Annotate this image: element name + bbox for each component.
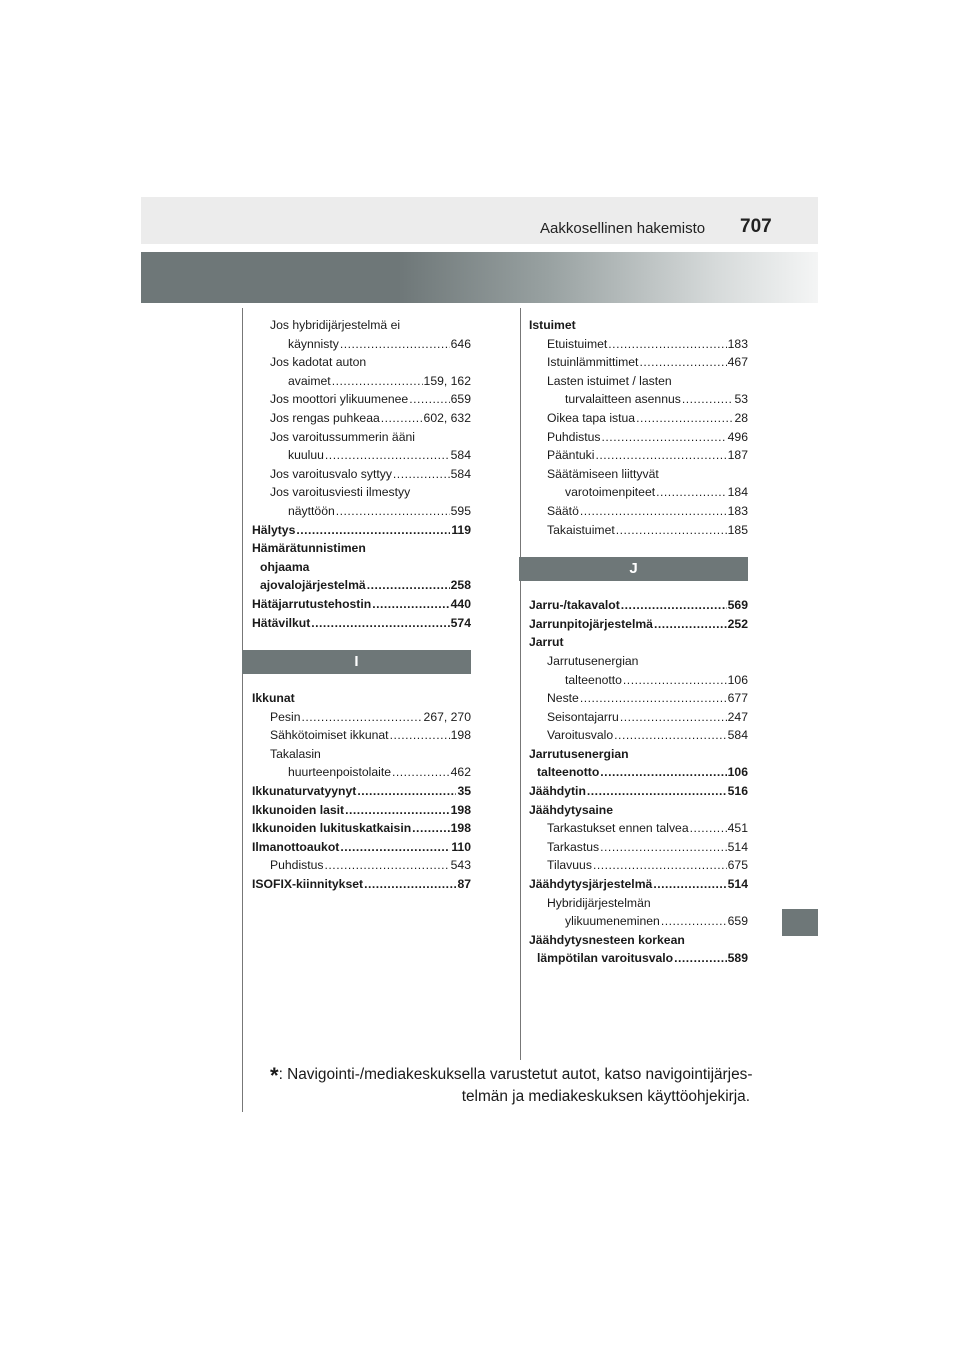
index-entry-label: Oikea tapa istua	[547, 410, 636, 425]
index-entry-page: 496	[727, 429, 748, 444]
leader-dots	[623, 671, 727, 690]
index-entry-page: 451	[727, 821, 748, 836]
index-entry-page: 514	[727, 877, 748, 892]
index-entry-label: Tarkastus	[547, 839, 600, 854]
leader-dots	[325, 856, 450, 875]
index-entry-label: Varoitusvalo	[547, 728, 614, 743]
index-entry-label: Jos rengas puhkeaa	[270, 410, 380, 425]
index-entry	[529, 894, 748, 913]
leader-dots	[621, 596, 727, 615]
leader-dots	[296, 521, 450, 540]
index-entry-label: Takaistuimet	[547, 522, 615, 537]
index-entry-label: ohjaama	[260, 559, 310, 574]
index-entry-page: 258	[450, 578, 471, 593]
index-entry	[529, 949, 748, 968]
index-entry-label: avaimet	[288, 373, 331, 388]
index-entry-label: ISOFIX-kiinnitykset	[252, 877, 364, 892]
index-entry-label: Jäähdytysjärjestelmä	[529, 877, 653, 892]
index-entry	[529, 633, 748, 652]
index-entry	[252, 726, 471, 745]
index-entry-page: 543	[450, 858, 471, 873]
index-entry-label: talteenotto	[565, 672, 622, 687]
index-entry	[529, 335, 748, 354]
index-entry-page: 198	[450, 821, 471, 836]
index-entry-page: 595	[450, 503, 471, 518]
leader-dots	[593, 856, 727, 875]
index-column-right	[529, 316, 748, 968]
index-group	[252, 316, 471, 632]
index-entry	[252, 483, 471, 502]
leader-dots	[653, 875, 726, 894]
index-entry	[529, 912, 748, 931]
index-entry-label: Hybridijärjestelmän	[547, 895, 651, 910]
index-entry-page: 183	[727, 336, 748, 351]
index-entry-label: Etuistuimet	[547, 336, 608, 351]
index-entry-label: Jos moottori ylikuumenee	[270, 392, 409, 407]
leader-dots	[332, 372, 423, 391]
chapter-tab-marker	[782, 909, 818, 936]
index-entry-label: Takalasin	[270, 746, 321, 761]
index-entry-label: Jos kadotat auton	[270, 355, 367, 370]
index-entry	[252, 353, 471, 372]
index-entry	[252, 595, 471, 614]
index-entry-label: huurteenpoistolaite	[288, 765, 391, 780]
header-title: Aakkosellinen hakemisto	[540, 220, 706, 237]
index-entry	[252, 316, 471, 335]
index-entry-label: Ikkunoiden lasit	[252, 802, 345, 817]
index-entry-page: 185	[727, 522, 748, 537]
index-entry	[529, 596, 748, 615]
index-entry-page: 602, 632	[423, 410, 471, 425]
index-entry-label: Tilavuus	[547, 858, 592, 873]
leader-dots	[580, 689, 727, 708]
index-entry	[529, 446, 748, 465]
index-entry-label: Jos varoitussummerin ääni	[270, 429, 415, 444]
header-bar	[141, 197, 818, 244]
index-entry-page: 584	[727, 728, 748, 743]
leader-dots	[656, 483, 727, 502]
index-entry-label: Pääntuki	[547, 448, 595, 463]
index-entry-label: Puhdistus	[547, 429, 601, 444]
index-entry	[252, 838, 471, 857]
index-entry-label: Ilmanottoaukot	[252, 839, 340, 854]
leader-dots	[364, 875, 456, 894]
leader-dots	[393, 465, 450, 484]
index-entry	[252, 689, 471, 708]
footnote-text-1: : Navigointi-/mediakeskuksella varustetut autot, katso navigointijärjes-	[278, 1066, 753, 1083]
index-entry	[252, 372, 471, 391]
index-entry	[529, 353, 748, 372]
index-entry-label: Jarru-/takavalot	[529, 598, 620, 613]
index-entry	[252, 745, 471, 764]
footnote-line-2: telmän ja mediakeskuksen käyttöohjekirja.	[461, 1088, 750, 1105]
index-entry-label: Säätö	[547, 503, 579, 518]
leader-dots	[616, 521, 727, 540]
index-entry-label: Jarrutusenergian	[529, 746, 629, 761]
index-entry	[529, 316, 748, 335]
index-entry	[252, 539, 471, 558]
index-entry-label: lämpötilan varoitusvalo	[537, 951, 674, 966]
index-entry	[529, 652, 748, 671]
leader-dots	[302, 708, 423, 727]
leader-dots	[409, 390, 449, 409]
leader-dots	[340, 838, 450, 857]
leader-dots	[608, 335, 726, 354]
index-entry	[252, 558, 471, 577]
index-entry	[529, 428, 748, 447]
footnote-line-1	[270, 1063, 753, 1088]
index-entry	[529, 708, 748, 727]
leader-dots	[654, 615, 727, 634]
leader-dots	[614, 726, 726, 745]
index-entry-label: Hätäjarrutustehostin	[252, 596, 372, 611]
leader-dots	[381, 409, 423, 428]
header-gradient-band	[141, 252, 818, 303]
leader-dots	[390, 726, 450, 745]
index-entry-label: Jarrut	[529, 635, 564, 650]
index-entry-page: 659	[450, 392, 471, 407]
index-entry-label: Pesin	[270, 709, 301, 724]
index-entry-page: 584	[450, 466, 471, 481]
index-entry-page: 183	[727, 503, 748, 518]
index-entry	[252, 875, 471, 894]
index-entry-label: Tarkastukset ennen talvea	[547, 821, 689, 836]
index-entry-label: Istuimet	[529, 318, 576, 332]
index-entry-page: 106	[727, 765, 748, 780]
index-entry	[529, 856, 748, 875]
leader-dots	[357, 782, 456, 801]
leader-dots	[636, 409, 733, 428]
leader-dots	[367, 576, 450, 595]
leader-dots	[412, 819, 449, 838]
index-entry-label: Jarrutusenergian	[547, 653, 639, 668]
index-entry	[252, 502, 471, 521]
leader-dots	[600, 763, 726, 782]
leader-dots	[345, 801, 450, 820]
index-entry	[252, 614, 471, 633]
index-entry-page: 110	[451, 839, 471, 854]
leader-dots	[661, 912, 727, 931]
index-entry-page: 187	[727, 448, 748, 463]
index-entry-page: 677	[727, 691, 748, 706]
index-entry	[252, 763, 471, 782]
index-entry	[252, 782, 471, 801]
leader-dots	[674, 949, 727, 968]
index-entry-page: 675	[727, 858, 748, 873]
index-entry-label: ylikuumeneminen	[565, 914, 660, 929]
index-entry-page: 184	[727, 485, 748, 500]
leader-dots	[602, 428, 727, 447]
index-entry	[252, 409, 471, 428]
index-entry-page: 659	[727, 914, 748, 929]
index-entry	[529, 502, 748, 521]
index-entry-label: turvalaitteen asennus	[565, 392, 681, 407]
index-entry-label: Hämärätunnistimen	[252, 541, 366, 556]
index-entry	[252, 335, 471, 354]
index-entry	[529, 838, 748, 857]
index-entry-page: 252	[727, 616, 748, 631]
index-entry-page: 646	[450, 336, 471, 351]
index-entry-label: näyttöön	[288, 503, 335, 518]
leader-dots	[336, 502, 450, 521]
leader-dots	[392, 763, 450, 782]
index-entry	[252, 801, 471, 820]
index-entry	[529, 782, 748, 801]
section-letter-i: I	[242, 650, 471, 674]
index-entry-label: Seisontajarru	[547, 709, 619, 724]
index-entry	[529, 875, 748, 894]
index-entry-page: 574	[450, 615, 471, 630]
index-entry-label: varotoimenpiteet	[565, 485, 656, 500]
index-entry-label: Jarrunpitojärjestelmä	[529, 616, 653, 631]
index-entry-label: Ikkunat	[252, 691, 295, 706]
index-entry-page: 247	[727, 709, 748, 724]
index-entry-label: Puhdistus	[270, 858, 324, 873]
column-divider	[520, 308, 521, 1060]
leader-dots	[595, 446, 726, 465]
index-entry	[529, 763, 748, 782]
page-number: 707	[740, 216, 772, 237]
index-entry-label: Jäähdytin	[529, 784, 586, 799]
index-group	[529, 596, 748, 968]
index-entry-label: Ikkunoiden lukituskatkaisin	[252, 821, 412, 836]
index-entry-page: 516	[727, 784, 748, 799]
index-entry-label: käynnisty	[288, 336, 339, 351]
leader-dots	[580, 502, 727, 521]
section-letter-j: J	[519, 557, 748, 581]
index-entry	[529, 726, 748, 745]
index-entry	[529, 801, 748, 820]
index-entry	[252, 428, 471, 447]
leader-dots	[587, 782, 727, 801]
index-entry-page: 87	[457, 877, 471, 892]
index-entry	[252, 521, 471, 540]
index-entry-label: Säätämiseen liittyvät	[547, 466, 659, 481]
index-entry-label: Jäähdytysaine	[529, 802, 614, 817]
index-entry-page: 119	[451, 522, 471, 537]
index-entry	[529, 615, 748, 634]
leader-dots	[600, 838, 727, 857]
index-group	[252, 689, 471, 894]
index-entry-page: 514	[727, 839, 748, 854]
index-entry	[529, 521, 748, 540]
index-entry	[252, 446, 471, 465]
index-entry	[252, 465, 471, 484]
leader-dots	[340, 335, 450, 354]
index-entry	[529, 372, 748, 391]
index-entry-page: 53	[734, 392, 748, 407]
index-entry-page: 28	[734, 410, 748, 425]
index-entry-page: 569	[727, 598, 748, 613]
leader-dots	[690, 819, 727, 838]
index-entry-page: 467	[727, 355, 748, 370]
index-entry-label: Jos hybridijärjestelmä ei	[270, 318, 401, 332]
index-entry-label: Sähkötoimiset ikkunat	[270, 728, 389, 743]
index-entry	[529, 819, 748, 838]
index-entry-page: 106	[727, 672, 748, 687]
leader-dots	[639, 353, 726, 372]
leader-dots	[372, 595, 449, 614]
index-entry	[529, 689, 748, 708]
index-entry-label: talteenotto	[537, 765, 600, 780]
index-entry	[529, 483, 748, 502]
index-entry-label: Jäähdytysnesteen korkean	[529, 932, 685, 947]
index-entry-page: 198	[450, 728, 471, 743]
index-entry	[252, 708, 471, 727]
index-entry-label: Jos varoitusvalo syttyy	[270, 466, 392, 481]
index-entry-label: Jos varoitusviesti ilmestyy	[270, 485, 411, 500]
index-entry-label: Istuinlämmittimet	[547, 355, 639, 370]
index-entry	[529, 671, 748, 690]
index-entry-label: kuuluu	[288, 448, 324, 463]
index-entry-page: 584	[450, 448, 471, 463]
index-entry-label: Lasten istuimet / lasten	[547, 373, 672, 388]
index-entry	[252, 819, 471, 838]
index-entry-page: 159, 162	[423, 373, 471, 388]
footnote-marker: *	[270, 1063, 279, 1088]
index-entry-page: 440	[450, 596, 471, 611]
index-entry-page: 267, 270	[423, 709, 471, 724]
index-entry-label: Hälytys	[252, 522, 296, 537]
index-entry-page: 198	[450, 802, 471, 817]
index-entry	[529, 409, 748, 428]
index-entry	[252, 390, 471, 409]
leader-dots	[311, 614, 449, 633]
index-entry-label: Hätävilkut	[252, 615, 311, 630]
index-entry	[252, 856, 471, 875]
index-entry	[529, 931, 748, 950]
leader-dots	[620, 708, 727, 727]
leader-dots	[682, 390, 734, 409]
index-entry-label: Ikkunaturvatyynyt	[252, 784, 357, 799]
index-entry-label: Neste	[547, 691, 579, 706]
left-margin-rule	[242, 308, 243, 1112]
index-entry	[252, 576, 471, 595]
index-entry-page: 35	[457, 784, 471, 799]
index-group	[529, 316, 748, 539]
index-entry-label: ajovalojärjestelmä	[260, 578, 366, 593]
index-entry	[529, 390, 748, 409]
index-entry	[529, 465, 748, 484]
index-entry	[529, 745, 748, 764]
index-column-left	[252, 316, 471, 894]
index-entry-page: 462	[450, 765, 471, 780]
footnote	[270, 1063, 753, 1107]
leader-dots	[325, 446, 450, 465]
index-entry-page: 589	[727, 951, 748, 966]
